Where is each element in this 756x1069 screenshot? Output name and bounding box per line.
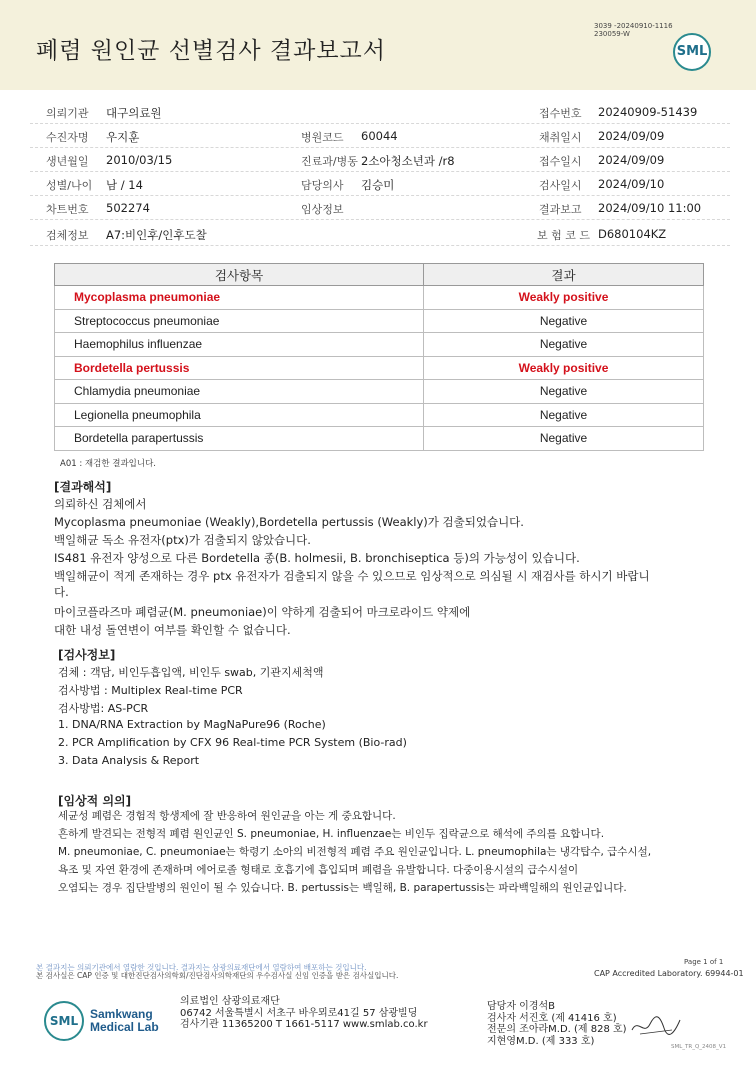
name-label: 수진자명 bbox=[46, 131, 89, 144]
results-table bbox=[54, 263, 704, 451]
staff-block bbox=[487, 1001, 627, 1047]
lab-address bbox=[180, 996, 428, 1031]
specimen-label: 검체정보 bbox=[46, 229, 89, 242]
receipt-no-label: 접수번호 bbox=[539, 107, 582, 120]
test-info-title: [검사정보] bbox=[58, 648, 116, 662]
info-row-institution bbox=[30, 100, 730, 124]
test-info-line: 3. Data Analysis & Report bbox=[58, 754, 200, 767]
test-info-line: 검체 : 객담, 비인두흡입액, 비인두 swab, 기관지세척액 bbox=[58, 666, 324, 679]
report-date-value: 2024/09/10 11:00 bbox=[598, 201, 702, 215]
document-code-line-2: 230059-W bbox=[594, 30, 630, 38]
interpretation-line: 백일해균이 적게 존재하는 경우 ptx 유전자가 검출되지 않을 수 있으므로 임상적으로 의심될 시 재검사를 하시기 바랍니 bbox=[54, 569, 650, 583]
specimen-value: A7:비인후/인후도찰 bbox=[106, 228, 207, 242]
col-header-item: 검사항목 bbox=[55, 264, 424, 286]
document-code bbox=[594, 22, 673, 38]
insurance-code-value: D680104KZ bbox=[598, 227, 667, 241]
lab-name-line-2: Medical Lab bbox=[90, 1020, 159, 1034]
receipt-date-label: 접수일시 bbox=[539, 155, 582, 168]
staff-line-2: 검사자 서진호 (제 41416 호) bbox=[487, 1012, 617, 1024]
table-row bbox=[55, 403, 704, 427]
address-line-1: 의료법인 삼광의료재단 bbox=[180, 996, 280, 1007]
doctor-value: 김승미 bbox=[361, 178, 395, 192]
table-row bbox=[55, 356, 704, 380]
clinical-significance-line: M. pneumoniae, C. pneumoniae는 학령기 소아의 비전형적 폐렴 주요 원인균입니다. L. pneumophila는 냉각탑수, 급수시설, bbox=[58, 846, 652, 858]
clinical-significance-title: [임상적 의의] bbox=[58, 794, 132, 808]
report-title: 폐렴 원인균 선별검사 결과보고서 bbox=[36, 38, 386, 64]
collection-date-value: 2024/09/09 bbox=[598, 129, 665, 143]
interpretation-line: Mycoplasma pneumoniae (Weakly),Bordetella pertussis (Weakly)가 검출되었습니다. bbox=[54, 515, 524, 529]
sex-age-label: 성별/나이 bbox=[46, 179, 93, 192]
document-code-line-1: 3039 -20240910-1116 bbox=[594, 22, 673, 30]
interpretation-line: 의뢰하신 검체에서 bbox=[54, 497, 147, 511]
chart-no-value: 502274 bbox=[106, 201, 150, 215]
test-item: Bordetella pertussis bbox=[55, 356, 424, 380]
birth-label: 생년월일 bbox=[46, 155, 89, 168]
clinical-info-label: 임상정보 bbox=[301, 203, 344, 216]
sml-logo bbox=[673, 33, 711, 71]
test-result: Negative bbox=[424, 427, 704, 451]
header-band bbox=[0, 0, 756, 90]
test-info-line: 검사방법 : Multiplex Real-time PCR bbox=[58, 684, 243, 697]
hospital-code-label: 병원코드 bbox=[301, 131, 344, 144]
lab-name-line-1: Samkwang bbox=[90, 1007, 153, 1021]
test-result: Negative bbox=[424, 380, 704, 404]
receipt-date-value: 2024/09/09 bbox=[598, 153, 665, 167]
staff-line-1: 담당자 이경석B bbox=[487, 1001, 555, 1012]
page-number: Page 1 of 1 bbox=[684, 958, 724, 966]
receipt-no-value: 20240909-51439 bbox=[598, 105, 698, 119]
address-line-3: 검사기관 11365200 T 1661-5117 www.smlab.co.kr bbox=[180, 1019, 428, 1030]
test-date-label: 검사일시 bbox=[539, 179, 582, 192]
footer-note-1: 본 결과지는 의뢰기관에서 열람한 것입니다. 결과지는 삼광의료재단에서 열람하여 배포하는 것입니다. bbox=[36, 963, 367, 972]
address-line-2: 06742 서울특별시 서초구 바우뫼로41길 57 삼광빌딩 bbox=[180, 1007, 418, 1019]
birth-value: 2010/03/15 bbox=[106, 153, 173, 167]
table-row bbox=[55, 427, 704, 451]
chart-no-label: 차트번호 bbox=[46, 203, 89, 216]
info-row-sex-age bbox=[30, 172, 730, 196]
interpretation-line: 백일해균 독소 유전자(ptx)가 검출되지 않았습니다. bbox=[54, 533, 311, 547]
cap-accreditation: CAP Accredited Laboratory. 69944-01 bbox=[594, 969, 744, 978]
institution-value: 대구의료원 bbox=[106, 106, 162, 120]
test-item: Bordetella parapertussis bbox=[55, 427, 424, 451]
table-row bbox=[55, 380, 704, 404]
clinical-significance-line: 욕조 및 자연 환경에 존재하며 에어로졸 형태로 호흡기에 흡입되며 폐렴을 유발합니다. 다중이용시설의 급수시설이 bbox=[58, 864, 579, 876]
doctor-label: 담당의사 bbox=[301, 179, 344, 192]
interpretation-line: 대한 내성 돌연변이 여부를 확인할 수 없습니다. bbox=[54, 623, 291, 637]
staff-line-3: 전문의 조아라M.D. (제 828 호) bbox=[487, 1024, 627, 1035]
footer-note-2: 본 검사실은 CAP 인증 및 대한진단검사의학회/진단검사의학재단의 우수검사실 신임 인증을 받은 검사실입니다. bbox=[36, 971, 399, 980]
results-header-row bbox=[55, 264, 704, 286]
test-info-line: 1. DNA/RNA Extraction by MagNaPure96 (Roche) bbox=[58, 718, 326, 731]
test-info-line: 검사방법: AS-PCR bbox=[58, 702, 149, 715]
dept-label: 진료과/병동 bbox=[301, 155, 358, 168]
col-header-result: 결과 bbox=[424, 264, 704, 286]
test-result: Negative bbox=[424, 333, 704, 357]
test-result: Weakly positive bbox=[424, 286, 704, 310]
table-row bbox=[55, 286, 704, 310]
test-item: Haemophilus influenzae bbox=[55, 333, 424, 357]
test-item: Mycoplasma pneumoniae bbox=[55, 286, 424, 310]
test-item: Chlamydia pneumoniae bbox=[55, 380, 424, 404]
test-item: Legionella pneumophila bbox=[55, 403, 424, 427]
info-row-specimen bbox=[30, 222, 730, 246]
report-date-label: 결과보고 bbox=[539, 203, 582, 216]
info-row-birth bbox=[30, 148, 730, 172]
footer-logo-text: SML bbox=[49, 1014, 79, 1028]
hospital-code-value: 60044 bbox=[361, 129, 398, 143]
test-date-value: 2024/09/10 bbox=[598, 177, 665, 191]
collection-date-label: 채취일시 bbox=[539, 131, 582, 144]
test-result: Negative bbox=[424, 309, 704, 333]
clinical-significance-line: 흔하게 발견되는 전형적 폐렴 원인균인 S. pneumoniae, H. influenzae는 비인두 집락균으로 해석에 주의를 요합니다. bbox=[58, 828, 605, 840]
institution-label: 의뢰기관 bbox=[46, 107, 89, 120]
clinical-significance-line: 오염되는 경우 집단발병의 원인이 될 수 있습니다. B. pertussis는 백일해, B. parapertussis는 파라백일해의 원인균입니다. bbox=[58, 882, 627, 894]
test-info-line: 2. PCR Amplification by CFX 96 Real-time PCR System (Bio-rad) bbox=[58, 736, 407, 749]
sex-age-value: 남 / 14 bbox=[106, 178, 143, 192]
info-row-name bbox=[30, 124, 730, 148]
test-result: Negative bbox=[424, 403, 704, 427]
info-row-chart bbox=[30, 196, 730, 220]
name-value: 우지훈 bbox=[106, 130, 140, 144]
dept-value: 2소아청소년과 /r8 bbox=[361, 154, 455, 168]
interpretation-title: [결과해석] bbox=[54, 480, 112, 494]
signature bbox=[630, 1012, 682, 1040]
lab-name bbox=[90, 1008, 159, 1034]
interpretation-line: 다. bbox=[54, 585, 69, 599]
test-result: Weakly positive bbox=[424, 356, 704, 380]
table-row bbox=[55, 333, 704, 357]
sml-logo-text: SML bbox=[676, 44, 708, 59]
clinical-significance-line: 세균성 폐렴은 경험적 항생제에 잘 반응하여 원인균을 아는 게 중요합니다. bbox=[58, 810, 396, 822]
interpretation-line: 마이코플라즈마 폐렴균(M. pneumoniae)이 약하게 검출되어 마크로라이드 약제에 bbox=[54, 605, 471, 619]
interpretation-line: IS481 유전자 양성으로 다른 Bordetella 종(B. holmesii, B. bronchiseptica 등)의 가능성이 있습니다. bbox=[54, 551, 580, 565]
table-row bbox=[55, 309, 704, 333]
retest-note: A01 : 재검한 결과입니다. bbox=[60, 459, 156, 469]
footer-sml-logo bbox=[44, 1001, 84, 1041]
test-item: Streptococcus pneumoniae bbox=[55, 309, 424, 333]
revision-code: SML_TR_Q_2408_V1 bbox=[671, 1044, 727, 1050]
insurance-code-label: 보 험 코 드 bbox=[537, 229, 590, 242]
staff-line-4: 지현영M.D. (제 333 호) bbox=[487, 1035, 595, 1047]
